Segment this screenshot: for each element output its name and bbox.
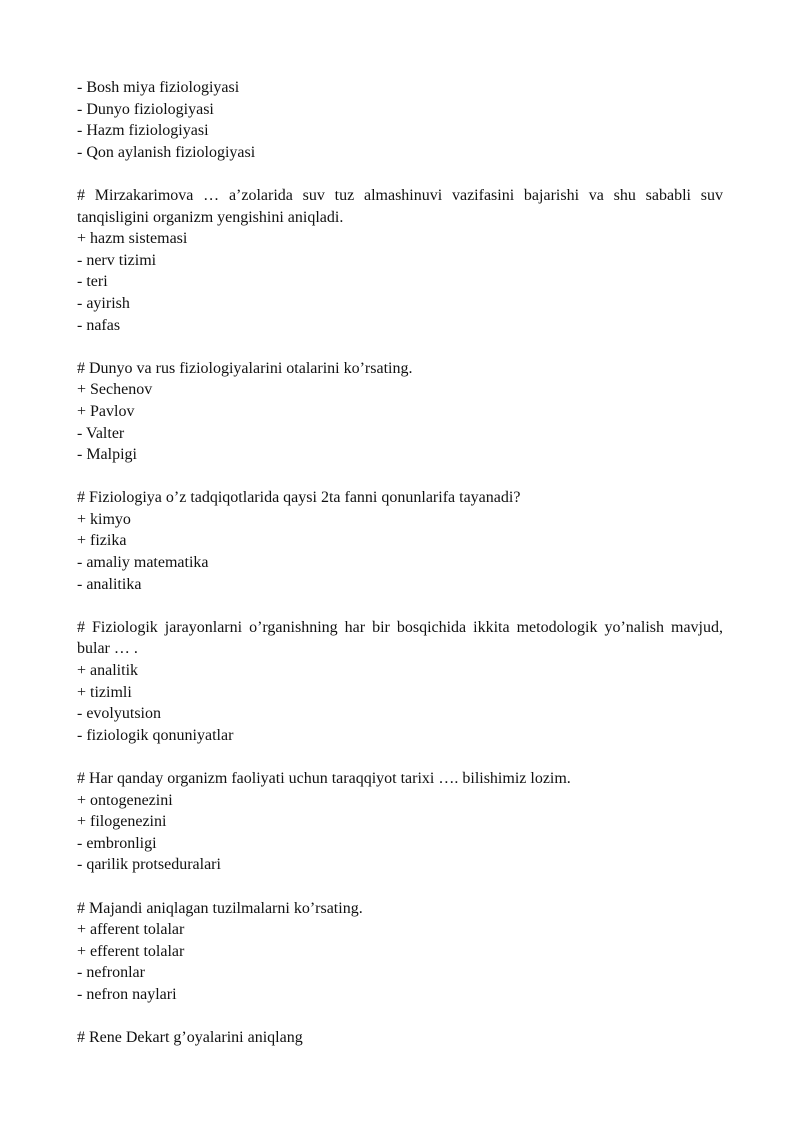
answer-option: - Qon aylanish fiziologiyasi <box>77 143 256 161</box>
question-text: # Har qanday organizm faoliyati uchun taraqqiyot tarixi …. bilishimiz lozim. <box>77 770 571 787</box>
answer-option: - embronligi <box>77 834 157 852</box>
answer-option: - nefron naylari <box>77 985 177 1003</box>
question-text: # Dunyo va rus fiziologiyalarini otalarini ko’rsating. <box>77 359 413 377</box>
answer-option: - teri <box>77 273 108 291</box>
answer-option: + efferent tolalar <box>77 942 185 960</box>
question-text: # Mirzakarimova … a’zolarida suv tuz almashinuvi vazifasini bajarishi va shu sababli suv tanqisligini organizm yengishini aniqladi. <box>77 186 723 226</box>
document-page <box>77 77 723 1049</box>
answer-option: + analitik <box>77 662 139 680</box>
question-text: # Fiziologiya o’z tadqiqotlarida qaysi 2ta fanni qonunlarifa tayanadi? <box>77 489 521 507</box>
answer-option: + kimyo <box>77 510 131 528</box>
question-block-5 <box>77 617 723 747</box>
answer-option: - nafas <box>77 316 121 334</box>
question-block-1 <box>77 77 723 163</box>
answer-option: - Dunyo fiziologiyasi <box>77 100 214 118</box>
answer-option: - Valter <box>77 424 125 442</box>
answer-option: + Sechenov <box>77 381 153 399</box>
answer-option: - Bosh miya fiziologiyasi <box>77 79 240 96</box>
question-block-8 <box>77 1027 723 1049</box>
answer-option: - nerv tizimi <box>77 251 157 269</box>
answer-option: + Pavlov <box>77 402 135 420</box>
question-text: # Fiziologik jarayonlarni o’rganishning har bir bosqichida ikkita metodologik yo’nalish mavjud, bular … . <box>77 618 723 658</box>
answer-option: - evolyutsion <box>77 705 161 723</box>
answer-option: - ayirish <box>77 294 130 312</box>
answer-option: - nefronlar <box>77 964 145 982</box>
question-block-6 <box>77 768 723 876</box>
answer-option: + fizika <box>77 532 127 550</box>
answer-option: - Malpigi <box>77 446 137 464</box>
answer-option: - analitika <box>77 575 142 593</box>
question-block-2 <box>77 185 723 336</box>
answer-option: - fiziologik qonuniyatlar <box>77 726 234 744</box>
answer-option: - amaliy matematika <box>77 554 209 572</box>
answer-option: + hazm sistemasi <box>77 230 188 248</box>
answer-option: + filogenezini <box>77 813 167 831</box>
question-block-3 <box>77 358 723 466</box>
answer-option: - qarilik protseduralari <box>77 856 221 874</box>
answer-option: + ontogenezini <box>77 791 173 809</box>
answer-option: - Hazm fiziologiyasi <box>77 122 209 140</box>
question-text: # Rene Dekart g’oyalarini aniqlang <box>77 1029 303 1047</box>
question-block-7 <box>77 898 723 1006</box>
answer-option: + tizimli <box>77 683 132 701</box>
answer-option: + afferent tolalar <box>77 921 185 939</box>
question-text: # Majandi aniqlagan tuzilmalarni ko’rsating. <box>77 899 363 917</box>
question-block-4 <box>77 487 723 595</box>
